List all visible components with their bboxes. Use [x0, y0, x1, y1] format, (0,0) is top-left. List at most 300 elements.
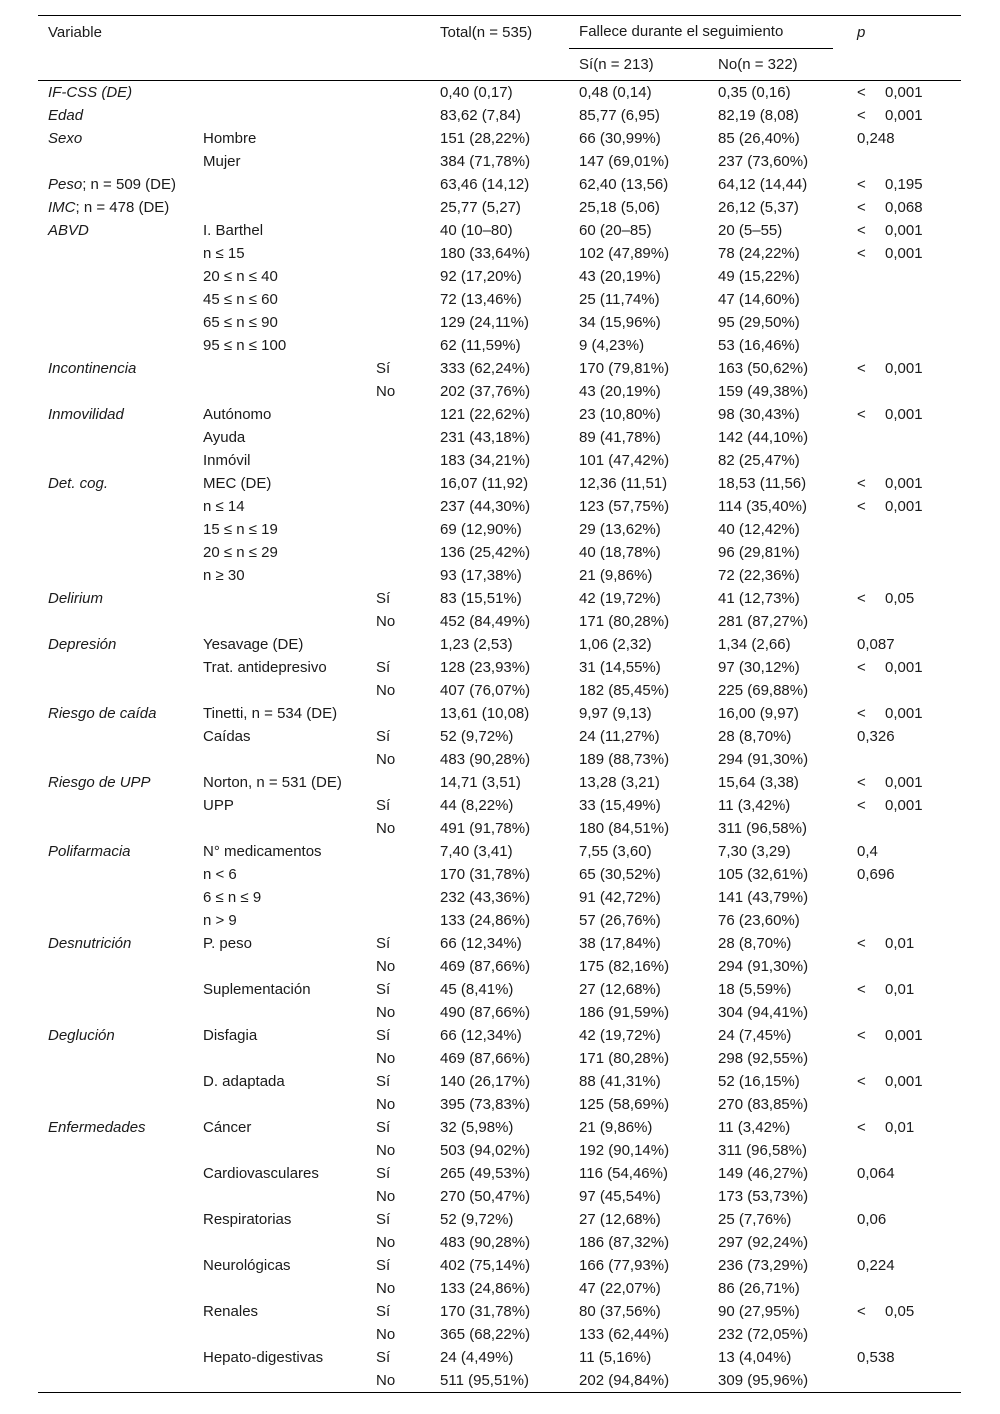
p-value-cell [847, 587, 961, 610]
option-cell: Sí [376, 1257, 391, 1274]
p-value: 0,064 [857, 1165, 895, 1182]
table-row [38, 495, 961, 518]
total-cell: 180 (33,64%) [440, 245, 531, 262]
total-cell: 140 (26,17%) [440, 1073, 531, 1090]
subcategory-cell: Yesavage (DE) [203, 636, 304, 653]
total-cell: 407 (76,07%) [440, 682, 531, 699]
variable-cell [38, 1369, 193, 1393]
p-less-than: < [857, 705, 866, 722]
no-cell: 16,00 (9,97) [718, 705, 799, 722]
si-cell: 97 (45,54%) [579, 1188, 661, 1205]
variable-cell [38, 1208, 193, 1231]
table-row [38, 219, 961, 242]
table-row [38, 403, 961, 426]
si-cell: 42 (19,72%) [579, 590, 661, 607]
option-cell [366, 472, 430, 495]
variable-name: Delirium [48, 590, 104, 607]
total-cell: 24 (4,49%) [440, 1349, 514, 1366]
p-value-cell [847, 288, 961, 311]
option-cell [366, 541, 430, 564]
variable-name: Edad [48, 107, 84, 124]
p-value: 0,001 [885, 705, 923, 722]
p-less-than: < [857, 1073, 866, 1090]
option-cell: No [376, 1280, 396, 1297]
table-row [38, 564, 961, 587]
no-cell: 72 (22,36%) [718, 567, 800, 584]
table-row [38, 265, 961, 288]
subcategory-cell [193, 104, 366, 127]
si-cell: 133 (62,44%) [579, 1326, 670, 1343]
p-value-cell [847, 702, 961, 725]
no-cell: 311 (96,58%) [718, 820, 807, 837]
no-cell: 298 (92,55%) [718, 1050, 809, 1067]
table-row [38, 771, 961, 794]
p-value-cell [847, 1139, 961, 1162]
p-value-cell [847, 242, 961, 265]
table-row [38, 1047, 961, 1070]
variable-cell [38, 1024, 193, 1047]
subcategory-cell: I. Barthel [203, 222, 264, 239]
total-cell: 7,40 (3,41) [440, 843, 513, 860]
p-less-than: < [857, 176, 866, 193]
subcategory-cell: Caídas [203, 728, 251, 745]
p-value-cell [847, 1300, 961, 1323]
si-cell: 170 (79,81%) [579, 360, 670, 377]
p-value: 0,001 [885, 245, 923, 262]
table-row [38, 196, 961, 219]
variable-cell [38, 1001, 193, 1024]
p-value-cell [847, 1001, 961, 1024]
subcategory-cell: n ≤ 15 [203, 245, 245, 262]
total-cell: 511 (95,51%) [430, 1369, 569, 1393]
total-cell: 265 (49,53%) [440, 1165, 531, 1182]
variable-cell [38, 541, 193, 564]
subcategory-cell: 65 ≤ n ≤ 90 [203, 314, 278, 331]
si-cell: 123 (57,75%) [579, 498, 670, 515]
no-cell: 114 (35,40%) [718, 498, 807, 515]
table-row [38, 840, 961, 863]
variable-name: Sexo [48, 130, 83, 147]
si-cell: 89 (41,78%) [579, 429, 661, 446]
no-cell: 95 (29,50%) [718, 314, 800, 331]
p-value: 0,248 [857, 130, 895, 147]
table-row [38, 1277, 961, 1300]
option-cell [366, 426, 430, 449]
option-cell [366, 288, 430, 311]
table-row [38, 1185, 961, 1208]
subcategory-cell [193, 679, 366, 702]
p-value-cell [847, 817, 961, 840]
no-cell: 0,35 (0,16) [718, 84, 791, 101]
variable-name: IF-CSS (DE) [48, 84, 133, 101]
si-cell: 7,55 (3,60) [579, 843, 652, 860]
subcategory-cell: 20 ≤ n ≤ 40 [203, 268, 278, 285]
total-cell: 45 (8,41%) [440, 981, 514, 998]
total-cell: 183 (34,21%) [440, 452, 531, 469]
table-row [38, 932, 961, 955]
no-cell: 24 (7,45%) [718, 1027, 792, 1044]
subcategory-cell [193, 380, 366, 403]
option-cell: No [376, 613, 396, 630]
table-row [38, 1300, 961, 1323]
option-cell [366, 127, 430, 150]
no-cell: 13 (4,04%) [718, 1349, 792, 1366]
table-row [38, 748, 961, 771]
p-less-than: < [857, 107, 866, 124]
total-cell: 333 (62,24%) [440, 360, 531, 377]
subcategory-cell: Suplementación [203, 981, 311, 998]
no-cell: 225 (69,88%) [718, 682, 809, 699]
subcategory-cell [193, 587, 366, 610]
variable-qualifier: ; n = 509 (DE) [82, 176, 176, 193]
variable-cell [38, 633, 193, 656]
total-cell: 128 (23,93%) [440, 659, 531, 676]
variable-cell [38, 449, 193, 472]
subcategory-cell: Tinetti, n = 534 (DE) [203, 705, 338, 722]
option-cell [366, 702, 430, 725]
option-cell: No [376, 1326, 396, 1343]
si-cell: 21 (9,86%) [579, 1119, 653, 1136]
no-cell: 96 (29,81%) [718, 544, 800, 561]
si-cell: 60 (20–85) [579, 222, 652, 239]
no-cell: 281 (87,27%) [718, 613, 809, 630]
total-cell: 133 (24,86%) [440, 912, 531, 929]
no-cell: 105 (32,61%) [718, 866, 809, 883]
table-row [38, 1024, 961, 1047]
si-cell: 9,97 (9,13) [579, 705, 652, 722]
no-cell: 1,34 (2,66) [718, 636, 791, 653]
total-cell: 52 (9,72%) [440, 728, 514, 745]
option-cell: Sí [376, 1119, 391, 1136]
p-value: 0,538 [857, 1349, 895, 1366]
p-less-than: < [857, 406, 866, 423]
variable-cell [38, 81, 193, 105]
p-less-than: < [857, 1027, 866, 1044]
si-cell: 85,77 (6,95) [579, 107, 660, 124]
variable-cell [38, 311, 193, 334]
option-cell: No [376, 958, 396, 975]
total-cell: 503 (94,02%) [440, 1142, 531, 1159]
option-cell: Sí [376, 981, 391, 998]
variable-cell [38, 1116, 193, 1139]
variable-cell [38, 748, 193, 771]
p-value-cell [847, 679, 961, 702]
si-cell: 9 (4,23%) [579, 337, 645, 354]
variable-cell [38, 495, 193, 518]
no-cell: 232 (72,05%) [718, 1326, 809, 1343]
no-cell: 85 (26,40%) [718, 130, 800, 147]
si-cell: 175 (82,16%) [579, 958, 670, 975]
total-cell: 452 (84,49%) [440, 613, 531, 630]
p-value: 0,001 [885, 659, 923, 676]
total-cell: 69 (12,90%) [440, 521, 522, 538]
header-total: Total(n = 535) [430, 16, 569, 50]
variable-cell [38, 242, 193, 265]
variable-cell [38, 1162, 193, 1185]
total-cell: 93 (17,38%) [440, 567, 522, 584]
table-row [38, 633, 961, 656]
option-cell: Sí [376, 797, 391, 814]
p-value: 0,224 [857, 1257, 895, 1274]
option-cell: No [376, 1234, 396, 1251]
variable-cell [38, 1254, 193, 1277]
table-row [38, 1001, 961, 1024]
variable-cell [38, 909, 193, 932]
si-cell: 43 (20,19%) [579, 383, 661, 400]
option-cell: Sí [376, 1027, 391, 1044]
results-table-container [38, 15, 961, 1393]
p-value-cell [847, 564, 961, 587]
p-value-cell [847, 1093, 961, 1116]
table-row [38, 656, 961, 679]
no-cell: 7,30 (3,29) [718, 843, 791, 860]
variable-cell [38, 817, 193, 840]
table-row [38, 311, 961, 334]
subcategory-cell [193, 81, 366, 105]
option-cell [366, 518, 430, 541]
table-row [38, 357, 961, 380]
table-row [38, 288, 961, 311]
variable-cell [38, 265, 193, 288]
no-cell: 78 (24,22%) [718, 245, 800, 262]
option-cell: Sí [376, 590, 391, 607]
subcategory-cell: Hepato-digestivas [203, 1349, 324, 1366]
no-cell: 149 (46,27%) [718, 1165, 809, 1182]
variable-cell [38, 104, 193, 127]
p-value: 0,696 [857, 866, 895, 883]
total-cell: 170 (31,78%) [440, 866, 531, 883]
variable-cell [38, 150, 193, 173]
variable-cell [38, 656, 193, 679]
table-row [38, 863, 961, 886]
p-value-cell [847, 1162, 961, 1185]
si-cell: 57 (26,76%) [579, 912, 661, 929]
si-cell: 102 (47,89%) [579, 245, 670, 262]
variable-name: ABVD [48, 222, 89, 239]
no-cell: 237 (73,60%) [718, 153, 809, 170]
variable-name: Depresión [48, 636, 117, 653]
variable-cell [38, 840, 193, 863]
si-cell: 192 (90,14%) [579, 1142, 670, 1159]
variable-cell [38, 1300, 193, 1323]
no-cell: 294 (91,30%) [718, 751, 809, 768]
p-value-cell [847, 771, 961, 794]
total-cell: 136 (25,42%) [440, 544, 531, 561]
total-cell: 483 (90,28%) [440, 1234, 531, 1251]
si-cell: 202 (94,84%) [569, 1369, 708, 1393]
no-cell: 90 (27,95%) [718, 1303, 800, 1320]
table-row [38, 1323, 961, 1346]
p-less-than: < [857, 981, 866, 998]
no-cell: 18,53 (11,56) [718, 475, 807, 492]
table-row [38, 173, 961, 196]
no-cell: 52 (16,15%) [718, 1073, 800, 1090]
variable-cell [38, 725, 193, 748]
option-cell [366, 909, 430, 932]
p-value: 0,01 [885, 935, 915, 952]
header-fallece [569, 16, 847, 50]
table-row [38, 127, 961, 150]
p-value-cell [847, 518, 961, 541]
table-row [38, 81, 961, 105]
option-cell [366, 449, 430, 472]
header-blank-total [430, 49, 569, 81]
option-cell [366, 771, 430, 794]
p-value: 0,001 [885, 84, 923, 101]
si-cell: 65 (30,52%) [579, 866, 661, 883]
subcategory-cell: 45 ≤ n ≤ 60 [203, 291, 278, 308]
variable-cell [38, 219, 193, 242]
subcategory-cell: Inmóvil [203, 452, 251, 469]
total-cell: 469 (87,66%) [440, 1050, 531, 1067]
p-value-cell [847, 1185, 961, 1208]
variable-name: Riesgo de UPP [48, 774, 151, 791]
subcategory-cell: Hombre [203, 130, 257, 147]
option-cell: No [376, 1004, 396, 1021]
subcategory-cell [193, 1139, 366, 1162]
total-cell: 83 (15,51%) [440, 590, 522, 607]
total-cell: 62 (11,59%) [440, 337, 521, 354]
p-value-cell [847, 863, 961, 886]
variable-cell [38, 978, 193, 1001]
table-row [38, 909, 961, 932]
variable-name: Polifarmacia [48, 843, 131, 860]
p-less-than: < [857, 590, 866, 607]
total-cell: 32 (5,98%) [440, 1119, 514, 1136]
table-row [38, 610, 961, 633]
p-value-cell [847, 495, 961, 518]
p-value-cell [847, 357, 961, 380]
si-cell: 171 (80,28%) [579, 1050, 670, 1067]
no-cell: 82,19 (8,08) [718, 107, 799, 124]
option-cell: Sí [376, 1165, 391, 1182]
table-row [38, 978, 961, 1001]
p-less-than: < [857, 84, 866, 101]
subcategory-cell: Cáncer [203, 1119, 252, 1136]
variable-name: Peso [48, 176, 83, 193]
variable-cell [38, 886, 193, 909]
subcategory-cell [193, 1047, 366, 1070]
variable-cell [38, 794, 193, 817]
total-cell: 66 (12,34%) [440, 1027, 522, 1044]
p-value: 0,001 [885, 475, 923, 492]
table-row [38, 587, 961, 610]
variable-cell [38, 472, 193, 495]
no-cell: 236 (73,29%) [718, 1257, 809, 1274]
si-cell: 47 (22,07%) [579, 1280, 661, 1297]
option-cell: Sí [376, 1303, 391, 1320]
subcategory-cell [193, 1001, 366, 1024]
subcategory-cell: Disfagia [203, 1027, 258, 1044]
no-cell: 98 (30,43%) [718, 406, 800, 423]
variable-name: Incontinencia [48, 360, 137, 377]
total-cell: 270 (50,47%) [440, 1188, 531, 1205]
table-row [38, 380, 961, 403]
option-cell [366, 265, 430, 288]
variable-cell [38, 288, 193, 311]
si-cell: 80 (37,56%) [579, 1303, 661, 1320]
table-row [38, 426, 961, 449]
subcategory-cell: P. peso [203, 935, 252, 952]
option-cell: No [366, 1369, 430, 1393]
header-p [847, 16, 961, 50]
si-cell: 0,48 (0,14) [579, 84, 652, 101]
subcategory-cell: Neurológicas [203, 1257, 291, 1274]
si-cell: 62,40 (13,56) [579, 176, 669, 193]
p-value-cell [847, 955, 961, 978]
p-value: 0,05 [885, 1303, 915, 1320]
variable-cell [38, 587, 193, 610]
table-row [38, 1093, 961, 1116]
si-cell: 91 (42,72%) [579, 889, 661, 906]
table-row [38, 1162, 961, 1185]
si-cell: 186 (87,32%) [579, 1234, 670, 1251]
total-cell: 63,46 (14,12) [440, 176, 530, 193]
variable-cell [38, 1139, 193, 1162]
subcategory-cell: Renales [203, 1303, 259, 1320]
subcategory-cell: 15 ≤ n ≤ 19 [203, 521, 278, 538]
subcategory-cell: 6 ≤ n ≤ 9 [203, 889, 262, 906]
table-row [38, 1254, 961, 1277]
si-cell: 38 (17,84%) [579, 935, 661, 952]
subcategory-cell [193, 1185, 366, 1208]
total-cell: 66 (12,34%) [440, 935, 522, 952]
table-row [38, 334, 961, 357]
p-value: 0,001 [885, 797, 923, 814]
subcategory-cell: 95 ≤ n ≤ 100 [203, 337, 287, 354]
no-cell: 18 (5,59%) [718, 981, 792, 998]
p-value: 0,01 [885, 981, 915, 998]
table-row [38, 242, 961, 265]
subcategory-cell: N° medicamentos [203, 843, 322, 860]
variable-name: Inmovilidad [48, 406, 124, 423]
total-cell: 40 (10–80) [440, 222, 513, 239]
p-value: 0,001 [885, 774, 923, 791]
variable-cell [38, 610, 193, 633]
variable-cell [38, 955, 193, 978]
option-cell [366, 633, 430, 656]
variable-cell [38, 702, 193, 725]
total-cell: 121 (22,62%) [440, 406, 531, 423]
no-cell: 294 (91,30%) [718, 958, 809, 975]
p-value-cell [847, 104, 961, 127]
total-cell: 384 (71,78%) [440, 153, 531, 170]
si-cell: 189 (88,73%) [579, 751, 670, 768]
no-cell: 20 (5–55) [718, 222, 783, 239]
p-value-cell [847, 610, 961, 633]
si-cell: 13,28 (3,21) [579, 774, 660, 791]
header-fallece-label: Fallece durante el seguimiento [569, 16, 833, 49]
si-cell: 27 (12,68%) [579, 981, 661, 998]
total-cell: 402 (75,14%) [440, 1257, 531, 1274]
p-value: 0,001 [885, 1027, 923, 1044]
p-value: 0,001 [885, 1073, 923, 1090]
subcategory-cell [193, 1323, 366, 1346]
p-value: 0,001 [885, 360, 923, 377]
si-cell: 12,36 (11,51) [579, 475, 668, 492]
option-cell [366, 311, 430, 334]
p-less-than: < [857, 360, 866, 377]
header-no: No(n = 322) [708, 49, 847, 81]
p-less-than: < [857, 498, 866, 515]
variable-cell [38, 771, 193, 794]
table-row [38, 1070, 961, 1093]
subcategory-cell: Ayuda [203, 429, 246, 446]
option-cell: No [376, 820, 396, 837]
total-cell: 25,77 (5,27) [440, 199, 521, 216]
total-cell: 72 (13,46%) [440, 291, 522, 308]
p-value-cell [847, 794, 961, 817]
